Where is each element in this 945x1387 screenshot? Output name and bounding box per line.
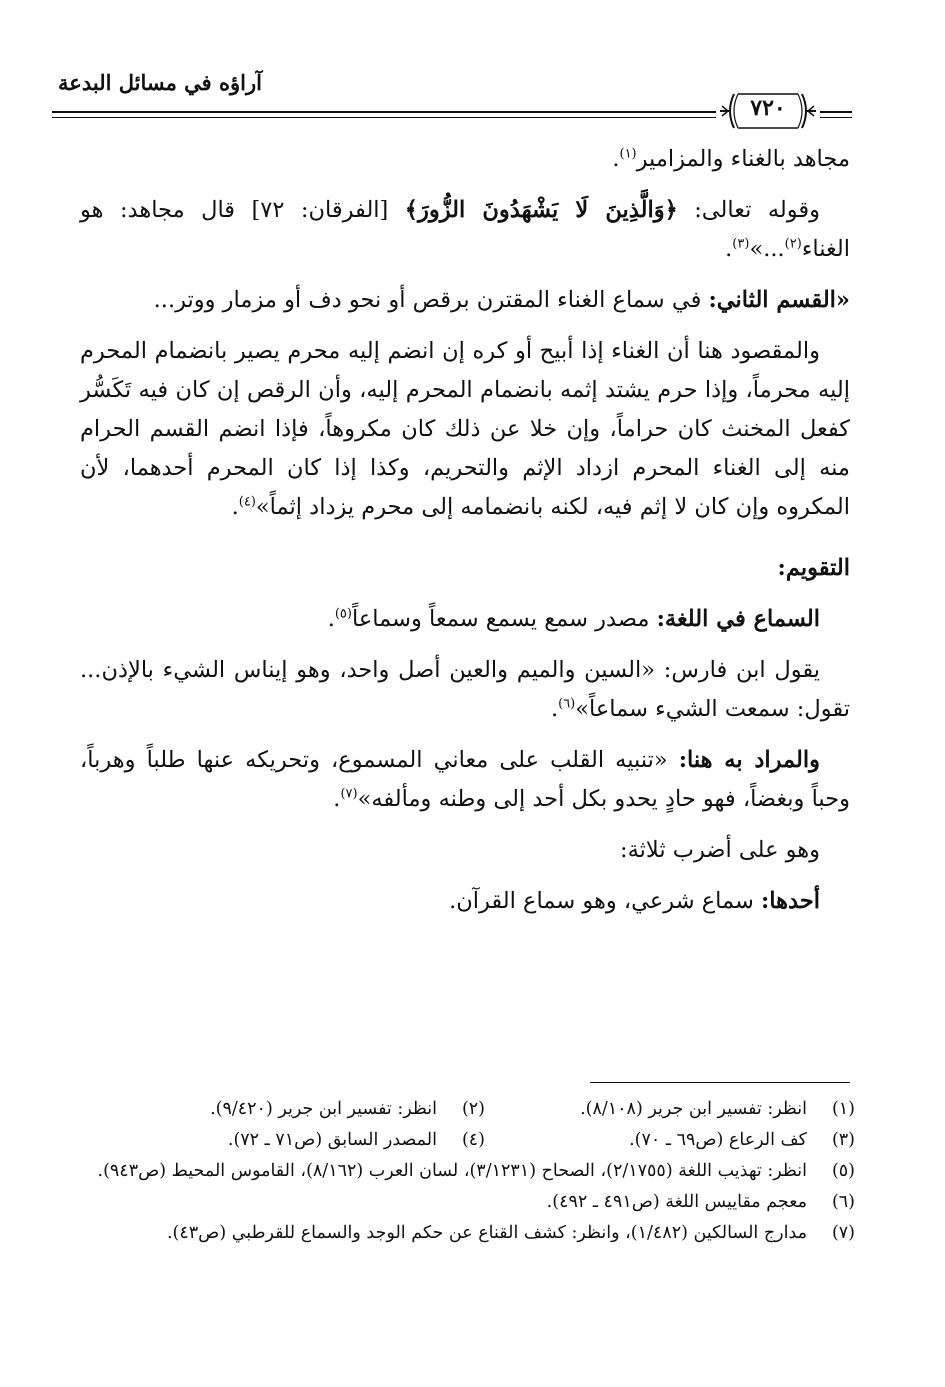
footnote-text: مدارج السالكين (١/٤٨٢)، وانظر: كشف القناع عن حكم الوجد والسماع للقرطبي (ص٤٣). (166, 1223, 807, 1243)
p3-text: في سماع الغناء المقترن برقص أو نحو دف أو مزمار ووتر... (153, 287, 709, 313)
p2-ellipsis: ...» (749, 236, 785, 262)
footnotes (80, 1094, 855, 1249)
footnote-ref-4: (٤) (238, 494, 256, 510)
p2-lead: وقوله تعالى: (677, 197, 820, 223)
quran-verse: ﴿وَالَّذِينَ لَا يَشْهَدُونَ الزُّورَ﴾ (404, 197, 678, 223)
footnote-ref-6: (٦) (558, 696, 576, 712)
paragraph-3 (80, 281, 850, 320)
p6-text: يقول ابن فارس: «السين والميم والعين أصل واحد، وهو إيناس الشيء بالإذن... تقول: سمعت الشيء سماعاً» (80, 657, 850, 722)
paragraph-7: والمراد به هنا: «تنبيه القلب على معاني المسموع، وتحريكه عنها طلباً وهرباً، وحباً وبغضاً، فهو حادٍ يحدو بكل أحد إلى وطنه ومألفه»$^{(٧)}$. (80, 747, 850, 812)
sama-lugha-heading: السماع في اللغة: (656, 606, 820, 632)
footnote-ref-3: (٣) (732, 236, 750, 252)
footnote-3 (485, 1125, 855, 1156)
footnote-text: انظر: تفسير ابن جرير (٨/١٠٨). (580, 1099, 807, 1119)
taqwim-label: التقويم: (777, 555, 850, 581)
footnote-ref-2: (٢) (784, 236, 802, 252)
footnote-4 (115, 1125, 485, 1156)
running-title: آراؤه في مسائل البدعة (58, 70, 262, 95)
p1-text: مجاهد بالغناء والمزامير (636, 146, 850, 172)
footnote-2 (115, 1094, 485, 1125)
p4-text: والمقصود هنا أن الغناء إذا أبيح أو كره إن انضم إليه محرم يصير بانضمام المحرم إليه محرماً، وإذا حرم يشتد إثمه بانضمام المحرم إليه، وأن الرقص إن كان فيه تَكَسُّر كفعل المخنث كان حراماً، وإن خلا عن ذلك كان مكروهاً، فإذا انضم القسم الحرام منه إلى الغناء المحرم ازداد الإثم والتحريم، وكذا إذا كان المحرم أحدهما، لأن المكروه وإن كان لا إثم فيه، لكنه بانضمامه إلى محرم يزداد إثماً» (80, 338, 850, 520)
header-rule-thin (52, 117, 716, 118)
header-rule-right-thin (820, 117, 852, 118)
paragraph-5: السماع في اللغة: مصدر سمع يسمع سمعاً وسماعاً$^{(٥)}$. (327, 606, 820, 632)
footnote-number: (٤) (461, 1130, 485, 1150)
footnote-5 (80, 1156, 855, 1187)
paragraph-4: والمقصود هنا أن الغناء إذا أبيح أو كره إن انضم إليه محرم يصير بانضمام المحرم إليه محرماً، وإذا حرم يشتد إثمه بانضمام المحرم إليه، وأن الرقص إن كان فيه تَكَسُّر كفعل المخنث كان حراماً، وإن خلا عن ذلك كان مكروهاً، فإذا انضم القسم الحرام منه إلى الغناء المحرم ازداد الإثم والتحريم، وكذا إذا كان المحرم أحدهما، لأن المكروه وإن كان لا إثم فيه، لكنه بانضمامه إلى محرم يزداد إثماً»$^{(٤)}$. (80, 338, 850, 520)
footnote-number: (٧) (831, 1223, 855, 1243)
footnote-text: انظر: تفسير ابن جرير (٩/٤٢٠). (210, 1099, 437, 1119)
footnote-number: (٣) (831, 1130, 855, 1150)
footnote-number: (٥) (831, 1161, 855, 1181)
p2-citation: [الفرقان: ٧٢] قال مجاهد: هو الغناء (80, 197, 850, 262)
footnote-ref-7: (٧) (340, 786, 358, 802)
footnote-number: (٦) (831, 1192, 855, 1212)
main-text (80, 140, 850, 921)
footnote-ref-5: (٥) (334, 606, 352, 622)
header-rule-right (820, 111, 852, 113)
section-two-heading: «القسم الثاني: (708, 287, 850, 313)
p5-text: مصدر سمع يسمع سمعاً وسماعاً (351, 606, 657, 632)
footnote-row-1-2 (80, 1094, 855, 1125)
paragraph-6: يقول ابن فارس: «السين والميم والعين أصل واحد، وهو إيناس الشيء بالإذن... تقول: سمعت الشيء سماعاً»$^{(٦)}$. (80, 657, 850, 722)
paragraph-2: وقوله تعالى: ﴿وَالَّذِينَ لَا يَشْهَدُونَ الزُّورَ﴾ [الفرقان: ٧٢] قال مجاهد: هو الغناء$^{(٢)}$...»$^{(٣)}$. (80, 197, 850, 262)
footnote-1 (485, 1094, 855, 1125)
p8-text: وهو على أضرب ثلاثة: (620, 837, 820, 863)
paragraph-9 (80, 882, 850, 921)
footnote-number: (٢) (461, 1099, 485, 1119)
p9-text: سماع شرعي، وهو سماع القرآن. (449, 888, 761, 914)
footnote-text: انظر: تهذيب اللغة (٢/١٧٥٥)، الصحاح (٣/١٢٣١)، لسان العرب (٨/١٦٢)، القاموس المحيط (ص٩٤٣). (97, 1161, 807, 1181)
footnote-text: معجم مقاييس اللغة (ص٤٩١ ـ ٤٩٢). (546, 1192, 807, 1212)
page-number: ٧٢٠ (750, 95, 786, 121)
header-rule (52, 111, 716, 113)
murad-heading: والمراد به هنا: (678, 747, 820, 773)
footnote-6 (80, 1187, 855, 1218)
paragraph-1: مجاهد بالغناء والمزامير$^{(١)}$. (612, 146, 850, 172)
footnote-row-3-4 (80, 1125, 855, 1156)
footnote-number: (١) (831, 1099, 855, 1119)
ahaduha-heading: أحدها: (761, 888, 820, 914)
footnote-7 (80, 1218, 855, 1249)
footnote-text: المصدر السابق (ص٧١ ـ ٧٢). (227, 1130, 437, 1150)
footnote-text: كف الرعاع (ص٦٩ ـ ٧٠). (629, 1130, 807, 1150)
paragraph-8 (80, 831, 850, 870)
taqwim-heading (80, 549, 850, 588)
footnote-ref-1: (١) (619, 146, 637, 162)
footnote-separator (590, 1082, 850, 1083)
p7-text: «تنبيه القلب على معاني المسموع، وتحريكه عنها طلباً وهرباً، وحباً وبغضاً، فهو حادٍ يحدو بكل أحد إلى وطنه ومألفه» (80, 747, 850, 812)
